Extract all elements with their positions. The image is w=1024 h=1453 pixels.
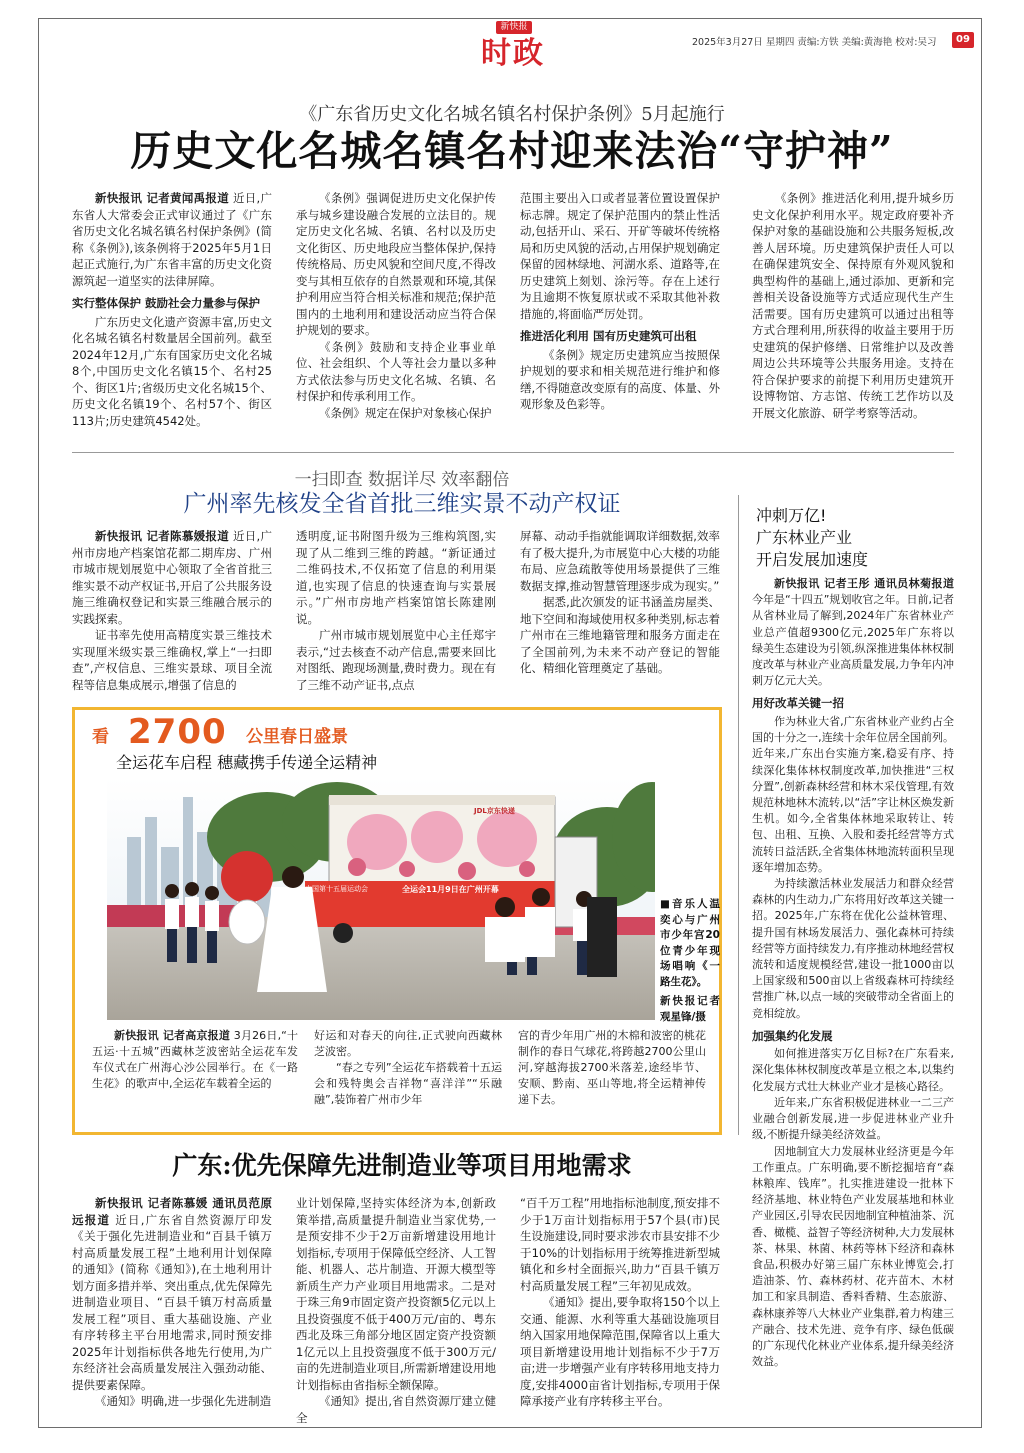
- article2-byline: 新快报讯 记者陈慕媛报道: [95, 529, 230, 543]
- photo-article-column-1: [92, 1028, 298, 1092]
- photo-article-paragraph: 3月26日,“十五运·十五城”西藏林芝波密站全运花车发车仪式在广州海心沙公园举行。在《一路生花》的歌声中,全运花车载着全运的: [92, 1029, 298, 1090]
- article1-paragraph: 《条例》规定历史建筑应当按照保护规划的要求和相关规范进行维护和修缮,不得随意改变原有的高度、体量、外观形象及色彩等。: [520, 347, 720, 411]
- float-parade-photo: [107, 777, 655, 1020]
- photo-article-byline: 新快报讯 记者高京报道: [114, 1029, 231, 1042]
- page-number-badge: 09: [952, 32, 974, 48]
- sidebar-headline-line: 开启发展加速度: [756, 550, 869, 569]
- article3-column-3: [520, 1195, 720, 1410]
- article1-paragraph: 《条例》鼓励和支持企业事业单位、社会组织、个人等社会力量以多种方式依法参与历史文化名城、名镇、名村保护和传承利用工作。: [296, 339, 496, 403]
- article1-paragraph: 广东历史文化遗产资源丰富,历史文化名城名镇名村数量居全国前列。截至2024年12月,广东有国家历史文化名城8个,中国历史文化名镇15个、名村25个、街区1片;省级历史文化名城15个、历史文化名镇19个、名村57个、街区113片;历史建筑4542处。: [72, 314, 272, 428]
- sidebar-divider: [738, 495, 739, 1135]
- photo-title-suffix: 公里春日盛景: [246, 727, 348, 747]
- photo-caption-text: ■音乐人温奕心与广州市少年宫20位青少年现场唱响《一路生花》。: [660, 898, 720, 988]
- article1-headline: 历史文化名城名镇名村迎来法治“守护神”: [130, 127, 894, 175]
- article2-paragraph: 证书率先使用高精度实景三维技术实现厘米级实景三维确权,掌上“一扫即查”,产权信息、三维实景球、项目全流程等信息集成展示,增强了信息的: [72, 628, 272, 692]
- sidebar-column: [752, 576, 954, 1370]
- article2-paragraph: 屏幕、动动手指就能调取详细数据,效率有了极大提升,为市展览中心大楼的功能布局、应急疏散等使用场景提供了三维数据支撑,推动智慧管理逐步成为现实。”: [520, 529, 720, 593]
- article3-paragraph: 业计划保障,坚持实体经济为本,创新政策举措,高质量提升制造业当家优势,一是预安排不少于2万亩新增建设用地计划指标,专项用于保障低空经济、人工智能、机器人、芯片制造、开源大模型等新质生产力产业项目用地需求。二是对于珠三角9市固定资产投资额5亿元以上且投资强度不低于400万元/亩的、粤东西北及珠三角部分地区固定资产投资额1亿元以上且投资强度不低于300万元/亩的先进制造业项目,所需新增建设用地计划指标由省指标全额保障。: [296, 1196, 496, 1392]
- photo-title-prefix: 看: [92, 727, 109, 747]
- article2-paragraph: 透明度,证书附图升级为三维构筑图,实现了从二维到三维的跨越。“新证通过二维码技术,不仅拓宽了信息的利用渠道,也实现了信息的快速查询与实景展示。”广州市房地产档案馆馆长陈建刚说。: [296, 529, 496, 626]
- article2-kicker: 一扫即查 数据详尽 效率翻倍: [294, 470, 510, 490]
- article2-paragraph: 近日,广州市房地产档案馆花都二期库房、广州市城市规划展览中心领取了全省首批三维实景不动产权证书,开启了公共服务设施三维确权登记和实景三维融合展示的实践探索。: [72, 529, 272, 626]
- photo-article-paragraph: 好运和对春天的向往,正式驶向西藏林芝波密。: [314, 1029, 502, 1058]
- photo-article-column-3: [518, 1028, 706, 1108]
- date-editor-line: 2025年3月27日 星期四 责编:方铁 美编:黄海艳 校对:吴习: [692, 37, 937, 48]
- sidebar-headline: [756, 505, 956, 571]
- photo-article-column-2: [314, 1028, 502, 1108]
- truck-banner-left: 中国第十五届运动会: [305, 885, 368, 893]
- sidebar-subhead-1: 用好改革关键一招: [752, 696, 844, 711]
- sidebar-paragraph: 近年来,广东省积极促进林业一二三产业融合创新发展,进一步促进林业产业升级,不断提升绿美经济效益。: [752, 1095, 954, 1142]
- photo-credit: 新快报记者 观星锋/摄: [660, 995, 720, 1023]
- article1-column-2: [296, 190, 496, 421]
- article2-column-1: [72, 528, 272, 693]
- article2-paragraph: 据悉,此次颁发的证书涵盖房屋类、地下空间和海域使用权多种类别,标志着广州市在三维地籍管理和服务方面走在了全国前列,为未来不动产登记的智能化、精细化管理奠定了基础。: [520, 595, 720, 675]
- article1-column-4: [752, 190, 954, 421]
- article1-column-1: [72, 190, 272, 429]
- sidebar-headline-line: 广东林业产业: [756, 528, 853, 547]
- article1-subhead-1: 实行整体保护 鼓励社会力量参与保护: [72, 296, 261, 310]
- brand-badge: 新快报: [496, 21, 532, 34]
- article3-paragraph: 《通知》提出,要争取将150个以上交通、能源、水利等重大基础设施项目纳入国家用地保障范围,保障省以上重大项目新增建设用地计划指标不少于7万亩;进一步增强产业有序转移用地支持力度,安排4000亩省计划指标,专项用于保障承接产业有序转移主平台。: [520, 1295, 720, 1408]
- photo-title-number: 2700: [128, 712, 227, 752]
- sidebar-subhead-2: 加强集约化发展: [752, 1028, 833, 1043]
- photo-article-paragraph: “春之专列”全运花车搭载着十五运会和残特奥会吉祥物“喜洋洋”“乐融融”,装饰着广州市少年: [314, 1061, 502, 1106]
- article1-paragraph: 近日,广东省人大常委会正式审议通过了《广东省历史文化名城名镇名村保护条例》(简称《条例》),该条例将于2025年5月1日起正式施行,为广东省丰富的历史文化资源筑起一道坚实的法律屏障。: [72, 191, 272, 288]
- article2-column-3: [520, 528, 720, 677]
- article2-column-2: [296, 528, 496, 693]
- article1-paragraph: 《条例》规定在保护对象核心保护: [319, 405, 492, 420]
- article3-paragraph: “百千万工程”用地指标池制度,预安排不少于1万亩计划指标用于57个县(市)民生设施建设,同时要求涉农市县安排不少于10%的计划指标用于统筹推进新型城镇化和乡村全面振兴,助力“百县千镇万村高质量发展工程”三年初见成效。: [520, 1196, 720, 1293]
- sidebar-paragraph: 为持续激活林业发展活力和群众经营森林的内生动力,广东将用好改革这关键一招。2025年,广东将在优化公益林管理、提升国有林场发展活力、强化森林可持续经营等方面持续发力,有序推动林地经营权流转和适度规模经营,建设一批1000亩以上国家级和500亩以上省级森林可持续经营推广林,以点一域的突破带动全省面上的竞相绽放。: [752, 876, 954, 1020]
- divider: [72, 452, 954, 453]
- article3-column-2: [296, 1195, 496, 1426]
- sidebar-paragraph: 作为林业大省,广东省林业产业约占全国的十分之一,连续十余年位居全国前列。近年来,广东出台实施方案,稳妥有序、持续深化集体林权制度改革,加快推进“三权分置”,创新森林经营和林木采伐管理,有效规范林地林木流转,以“活”字让林区焕发新生机。如今,全省集体林地采取转让、转包、出租、互换、入股和委托经营等方式流转日益活跃,全省集体林地流转面积呈现逐年增加态势。: [752, 714, 954, 874]
- article1-kicker: 《广东省历史文化名城名镇名村保护条例》5月起施行: [299, 104, 725, 125]
- article1-column-3: [520, 190, 720, 413]
- article3-paragraph: 《通知》提出,省自然资源厅建立健全: [296, 1394, 496, 1425]
- sidebar-byline: 新快报讯 记者王彤 通讯员林菊报道: [774, 577, 954, 590]
- sidebar-paragraph: 如何推进落实万亿目标?在广东看来,深化集体林权制度改革是立根之本,以集约化发展方式壮大林业产业才是核心路径。: [752, 1047, 954, 1093]
- article2-paragraph: 广州市城市规划展览中心主任郑宇表示,“过去核查不动产信息,需要来回比对图纸、跑现场测量,费时费力。现在有了三维不动产证书,点点: [296, 628, 496, 692]
- article1-byline: 新快报讯 记者黄闻禹报道: [95, 191, 230, 205]
- photo-subtitle: 全运花车启程 穗藏携手传递全运精神: [116, 753, 378, 772]
- article3-headline: 广东:优先保障先进制造业等项目用地需求: [172, 1151, 632, 1180]
- sidebar-paragraph: 因地制宜大力发展林业经济更是今年工作重点。广东明确,要不断挖掘培育“森林粮库、钱库”。扎实推进建设一批林下经济基地、林业特色产业发展基地和林业产业园区,引导农民因地制宜种植油茶、沉香、橄榄、益智子等经济树种,大力发展林茶、林果、林菌、林药等林下经济和森林食品,积极办好第三届广东林业博览会,打造油茶、竹、森林药材、花卉苗木、木材加工和家具制造、香料香精、生态旅游、森林康养等八大林业产业集群,着力构建三产融合、技术先进、竞争有序、绿色低碳的广东现代化林业产业体系,提升绿美经济效益。: [752, 1144, 954, 1369]
- photo-caption: [660, 897, 720, 1025]
- article1-paragraph: 范围主要出入口或者显著位置设置保护标志牌。规定了保护范围内的禁止性活动,包括开山、采石、开矿等破坏传统格局和历史风貌的活动,占用保护规划确定保留的园林绿地、河湖水系、道路等,在历史建筑上刻划、涂污等。存在上述行为且逾期不恢复原状或不采取其他补救措施的,将面临严厉处罚。: [520, 191, 720, 321]
- article2-headline: 广州率先核发全省首批三维实景不动产权证: [183, 491, 621, 517]
- truck-brand-logo: JDL京东快递: [474, 807, 515, 815]
- article3-paragraph: 近日,广东省自然资源厅印发《关于强化先进制造业和“百县千镇万村高质量发展工程”土地利用计划保障的通知》(简称《通知》),在土地利用计划方面多措并举、突出重点,优先保障先进制造业项目、“百县千镇万村高质量发展工程”项目、重大基础设施、产业有序转移主平台用地需求,同时预安排2025年计划指标供各地先行使用,为广东经济社会高质量发展注入强劲动能、提供要素保障。: [72, 1212, 273, 1392]
- article1-paragraph: 《条例》推进活化利用,提升城乡历史文化保护利用水平。规定政府要补齐保护对象的基础设施和公共服务短板,改善人居环境。历史建筑保护责任人可以在确保建筑安全、保持原有外观风貌和典型构件的基础上,通过添加、更新和完善相关设备设施等方式适应现代生产生活需要。国有历史建筑可以通过出租等方式合理利用,所获得的收益主要用于历史建筑的保护修缮、日常维护以及改善周边公共环境等公共服务用途。支持在符合保护要求的前提下利用历史建筑开设博物馆、方志馆、传统工艺作坊以及开展文化旅游、研学考察等活动。: [752, 191, 954, 420]
- section-title: 时政: [481, 36, 545, 71]
- sidebar-paragraph: 今年是“十四五”规划收官之年。日前,记者从省林业局了解到,2024年广东省林业产业总产值超9300亿元,2025年广东将以绿美生态建设为引领,纵深推进集体林权制度改革与林业产业高质量发展,力争年内冲刺万亿元大关。: [752, 593, 954, 688]
- photo-article-paragraph: 宫的青少年用广州的木棉和波密的桃花制作的春日气球花,将跨越2700公里山河,穿越海拔2700米落差,途经毕节、安顺、黔南、巫山等地,将全运精神传递下去。: [518, 1029, 706, 1106]
- article1-paragraph: 《条例》强调促进历史文化保护传承与城乡建设融合发展的立法目的。规定历史文化名城、名镇、名村以及历史文化街区、历史地段应当整体保护,保持传统格局、历史风貌和空间尺度,不得改变与其相互依存的自然景观和环境,其保护利用应当符合相关标准和规范;保护范围内的土地利用和建设活动应当符合保护规划的要求。: [296, 191, 496, 337]
- article3-byline: 新快报讯 记者陈慕媛 通讯员范原远报道: [72, 1196, 272, 1227]
- truck-banner-right: 全运会11月9日在广州开幕: [402, 885, 499, 894]
- article3-paragraph: 《通知》明确,进一步强化先进制造: [95, 1394, 272, 1408]
- sidebar-headline-line: 冲刺万亿!: [756, 506, 827, 525]
- article1-subhead-2: 推进活化利用 国有历史建筑可出租: [520, 329, 697, 343]
- article3-column-1: [72, 1195, 272, 1410]
